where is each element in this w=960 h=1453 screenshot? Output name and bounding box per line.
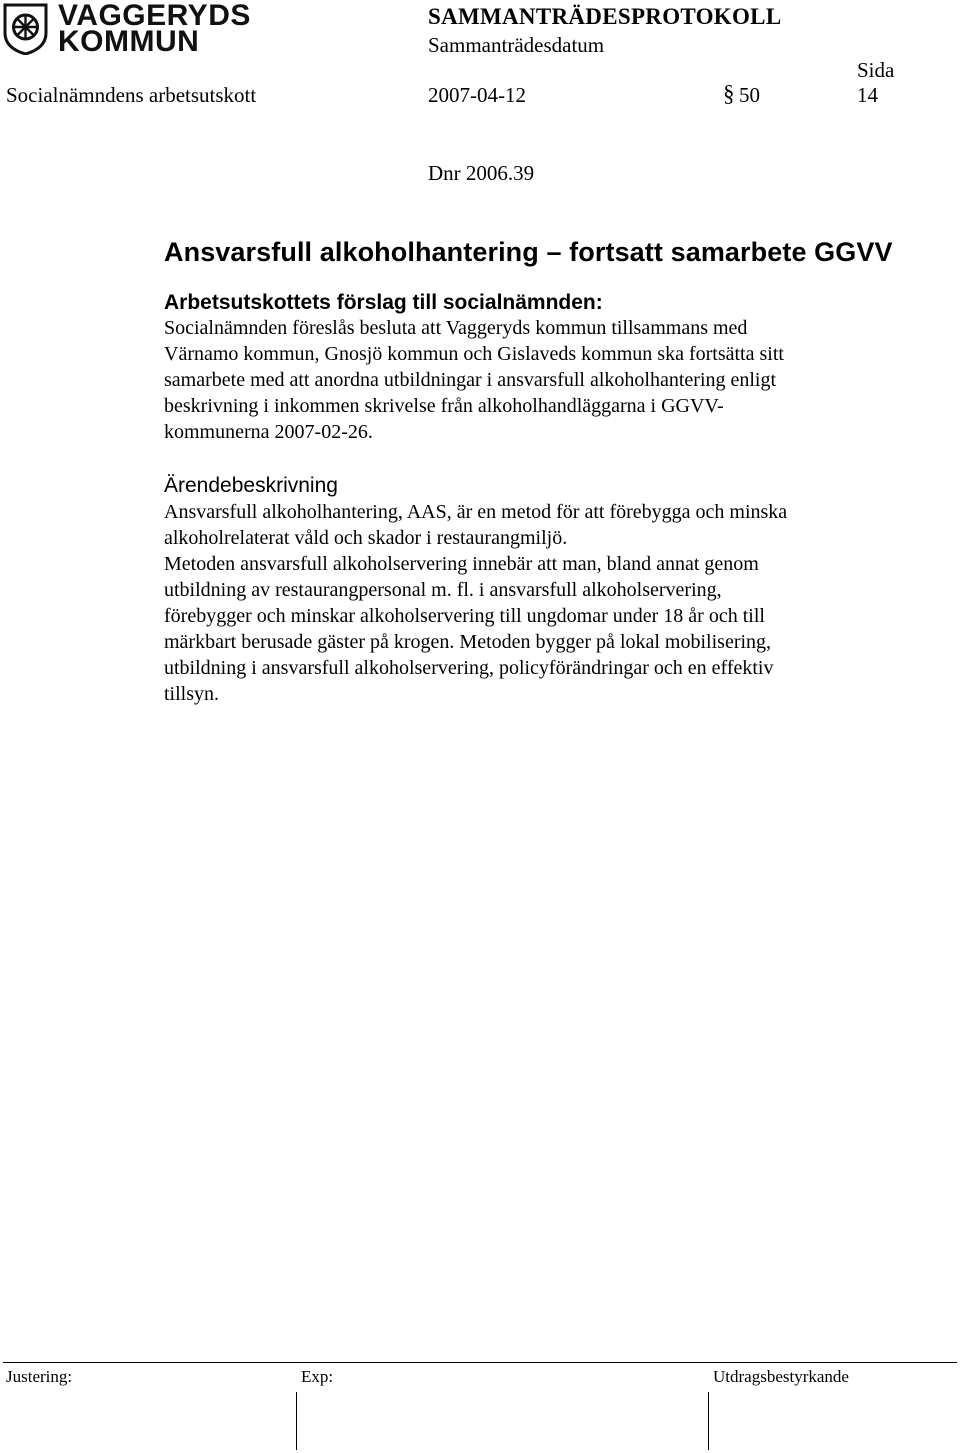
committee-name: Socialnämndens arbetsutskott bbox=[6, 83, 257, 107]
paragraph-symbol: § bbox=[723, 81, 735, 106]
logo-text-line2: KOMMUN bbox=[58, 25, 200, 58]
text-line: märkbart berusade gäster på krogen. Metoden bygger på lokal mobilisering, bbox=[164, 631, 772, 653]
case-number: Dnr 2006.39 bbox=[428, 161, 535, 185]
footer-exp-label: Exp: bbox=[301, 1367, 334, 1386]
text-line: beskrivning i inkommen skrivelse från alkoholhandläggarna i GGVV- bbox=[164, 395, 724, 417]
description-heading: Ärendebeskrivning bbox=[164, 474, 338, 497]
footer-divider bbox=[3, 1362, 957, 1363]
proposal-heading: Arbetsutskottets förslag till socialnämnden: bbox=[164, 291, 603, 314]
logo-text-line1: VAGGERYDS bbox=[58, 0, 251, 32]
text-line: utbildning av restaurangpersonal m. fl. i ansvarsfull alkoholservering, bbox=[164, 579, 722, 601]
text-line: Ansvarsfull alkoholhantering, AAS, är en metod för att förebygga och minska bbox=[164, 501, 788, 523]
text-line: Socialnämnden föreslås besluta att Vaggeryds kommun tillsammans med bbox=[164, 317, 748, 339]
page-number: 14 bbox=[857, 83, 878, 107]
text-line: kommunerna 2007-02-26. bbox=[164, 421, 373, 443]
paragraph-number: 50 bbox=[739, 83, 760, 107]
meeting-date-label: Sammanträdesdatum bbox=[428, 33, 605, 57]
text-line: alkoholrelaterat våld och skador i restaurangmiljö. bbox=[164, 527, 568, 549]
footer-column-divider bbox=[296, 1392, 297, 1450]
text-line: förebygger och minskar alkoholservering till ungdomar under 18 år och till bbox=[164, 605, 765, 627]
meeting-date: 2007-04-12 bbox=[428, 83, 526, 107]
footer-justering-label: Justering: bbox=[6, 1367, 73, 1386]
coat-of-arms-icon bbox=[3, 3, 48, 55]
document-type: SAMMANTRÄDESPROTOKOLL bbox=[428, 4, 782, 29]
text-line: Metoden ansvarsfull alkoholservering innebär att man, bland annat genom bbox=[164, 553, 759, 575]
text-line: utbildning i ansvarsfull alkoholservering, policyförändringar och en effektiv bbox=[164, 657, 774, 679]
footer-column-divider bbox=[708, 1392, 709, 1450]
footer-utdrag-label: Utdragsbestyrkande bbox=[713, 1367, 849, 1386]
text-line: tillsyn. bbox=[164, 683, 220, 705]
page-label: Sida bbox=[857, 58, 895, 82]
text-line: Värnamo kommun, Gnosjö kommun och Gislaveds kommun ska fortsätta sitt bbox=[164, 343, 784, 365]
page-title: Ansvarsfull alkoholhantering – fortsatt samarbete GGVV bbox=[164, 237, 893, 267]
text-line: samarbete med att anordna utbildningar i ansvarsfull alkoholhantering enligt bbox=[164, 369, 777, 391]
proposal-paragraph bbox=[164, 315, 904, 445]
description-paragraph bbox=[164, 499, 904, 707]
